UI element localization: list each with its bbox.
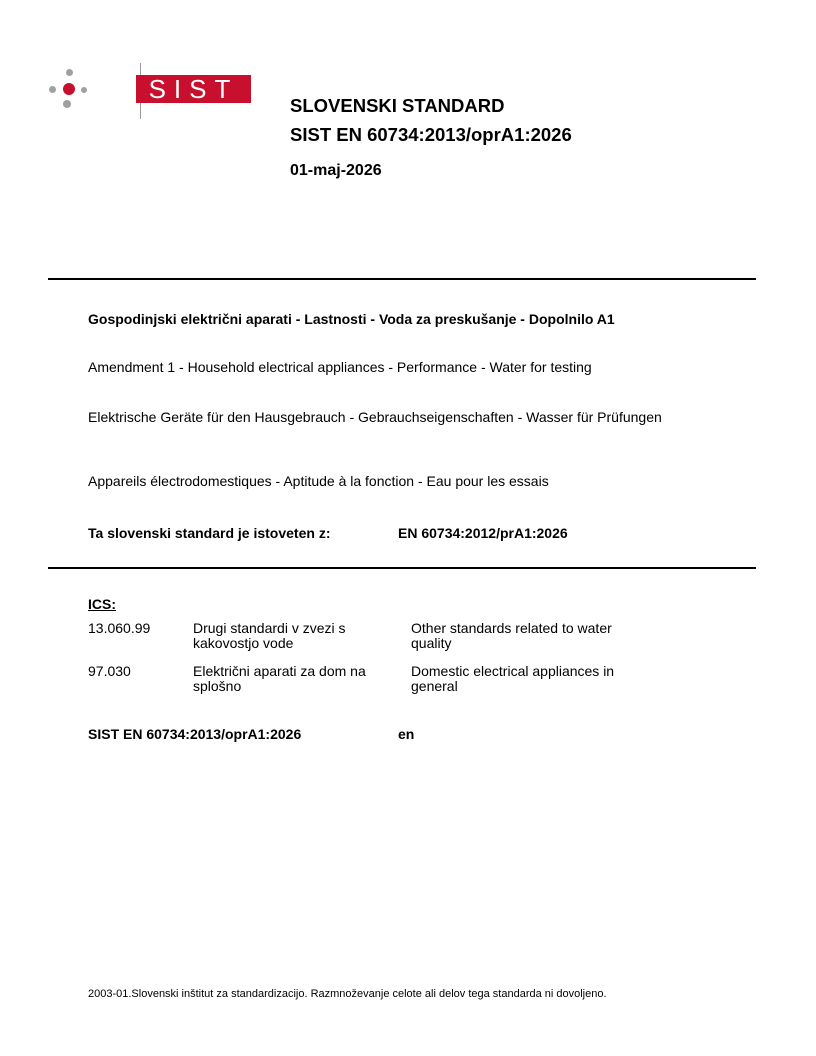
- publication-date: 01-maj-2026: [290, 162, 382, 179]
- identical-value: EN 60734:2012/prA1:2026: [398, 525, 568, 541]
- document-code: SIST EN 60734:2013/oprA1:2026: [88, 726, 302, 742]
- ics-code: 13.060.99: [88, 620, 151, 636]
- ics-description-en: Other standards related to water quality: [411, 620, 612, 651]
- divider-top: [48, 278, 756, 280]
- standard-code: SIST EN 60734:2013/oprA1:2026: [290, 124, 572, 145]
- logo-dot: [49, 86, 56, 93]
- copyright-footer: 2003-01.Slovenski inštitut za standardizacijo. Razmnoževanje celote ali delov tega standarda ni dovoljeno.: [88, 988, 607, 1000]
- logo-wordmark: SIST: [136, 75, 251, 103]
- ics-row: [88, 621, 688, 655]
- title-english: Amendment 1 - Household electrical appliances - Performance - Water for testing: [88, 359, 592, 375]
- divider-bottom: [48, 567, 756, 569]
- identical-label: Ta slovenski standard je istoveten z:: [88, 525, 331, 541]
- ics-description-sl: Drugi standardi v zvezi s kakovostjo vode: [193, 620, 346, 651]
- sist-logo: [48, 63, 239, 119]
- title-french: Appareils électrodomestiques - Aptitude à la fonction - Eau pour les essais: [88, 473, 549, 489]
- standard-type: SLOVENSKI STANDARD: [290, 95, 505, 116]
- ics-description-en: Domestic electrical appliances in general: [411, 663, 615, 694]
- logo-dot: [63, 100, 71, 108]
- ics-row: [88, 664, 688, 698]
- title-german: Elektrische Geräte für den Hausgebrauch - Gebrauchseigenschaften - Wasser für Prüfungen: [88, 409, 662, 425]
- document-language: en: [398, 726, 415, 742]
- logo-dot-red: [63, 83, 75, 95]
- ics-heading: ICS:: [88, 596, 116, 612]
- ics-description-sl: Električni aparati za dom na splošno: [193, 663, 366, 694]
- ics-code: 97.030: [88, 663, 131, 679]
- logo-dot: [81, 87, 87, 93]
- title-slovene: Gospodinjski električni aparati - Lastnosti - Voda za preskušanje - Dopolnilo A1: [88, 311, 615, 327]
- logo-dot: [66, 69, 73, 76]
